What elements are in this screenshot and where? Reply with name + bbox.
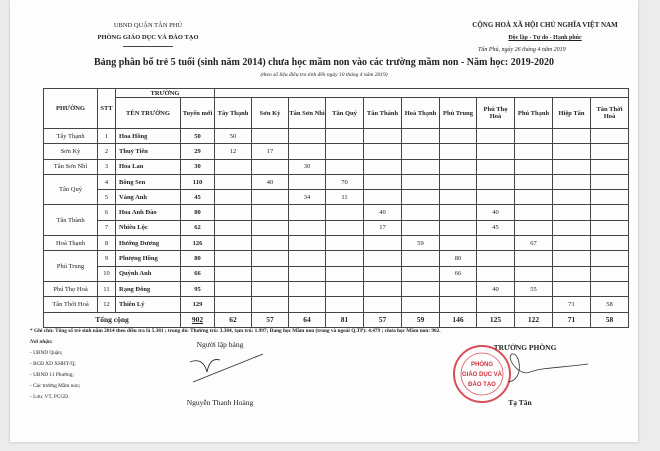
stt-cell: 10 [98,266,116,281]
allocation-cell: 40 [364,205,402,220]
ward-cell: Phú Thọ Hoà [44,281,98,296]
header-col-13: Hiệp Tân [553,98,591,129]
allocation-cell [215,159,252,174]
recipient-item: - UBND Quận; [30,350,63,356]
allocation-cell [326,251,364,266]
header-col-11: Phú Thọ Hoà [477,98,515,129]
header-col-7: Tân Quý [326,98,364,129]
stt-cell: 12 [98,297,116,312]
school-name-cell: Rạng Đông [116,281,181,296]
ward-cell: Tân Thời Hoà [44,297,98,312]
total-cell: 57 [364,312,402,327]
total-cell: 146 [440,312,477,327]
allocation-cell [364,159,402,174]
allocation-cell [477,251,515,266]
school-name-cell: Quỳnh Anh [116,266,181,281]
allocation-cell [289,266,326,281]
allocation-cell [215,190,252,205]
allocation-cell: 34 [289,190,326,205]
allocation-cell: 30 [289,159,326,174]
allocation-cell: 45 [477,220,515,235]
allocation-cell [326,297,364,312]
new-enrollment-cell: 30 [181,159,215,174]
allocation-cell [515,129,553,144]
allocation-cell [440,129,477,144]
allocation-cell [289,251,326,266]
head-name: Tạ Tân [508,398,532,407]
allocation-cell [553,220,591,235]
allocation-cell [515,159,553,174]
allocation-cell: 67 [515,236,553,251]
header-blank [215,89,629,98]
table-row [44,144,629,159]
allocation-cell [402,251,440,266]
total-cell: 57 [252,312,289,327]
total-cell: 58 [591,312,629,327]
allocation-cell [440,297,477,312]
allocation-cell: 40 [477,205,515,220]
allocation-cell [515,205,553,220]
new-enrollment-cell: 80 [181,205,215,220]
allocation-cell [252,236,289,251]
new-enrollment-cell: 66 [181,266,215,281]
svg-text:GIÁO DỤC VÀ: GIÁO DỤC VÀ [461,372,503,378]
allocation-cell [591,281,629,296]
allocation-cell [402,266,440,281]
allocation-cell [289,129,326,144]
allocation-cell [215,220,252,235]
allocation-cell [326,281,364,296]
preparer-name: Nguyễn Thanh Hoàng [186,398,254,407]
allocation-cell [553,190,591,205]
table-row [44,297,629,312]
allocation-cell [364,236,402,251]
total-cell: 122 [515,312,553,327]
allocation-cell: 12 [215,144,252,159]
allocation-cell [515,190,553,205]
allocation-cell [553,266,591,281]
recipients-label: Nơi nhận: [30,339,53,345]
allocation-cell: 40 [252,174,289,189]
divider [123,46,173,47]
stt-cell: 7 [98,220,116,235]
allocation-cell [252,251,289,266]
allocation-cell [326,205,364,220]
allocation-cell [364,190,402,205]
document-date: Tân Phú, ngày 26 tháng 4 năm 2019 [478,47,566,53]
allocation-cell [289,281,326,296]
table-row [44,236,629,251]
table-row [44,220,629,235]
new-enrollment-cell: 80 [181,251,215,266]
allocation-cell: 71 [553,297,591,312]
allocation-cell [215,236,252,251]
allocation-cell [326,266,364,281]
header-col-6: Tân Sơn Nhì [289,98,326,129]
ward-cell: Tân Thành [44,205,98,236]
allocation-cell [402,297,440,312]
allocation-cell [364,251,402,266]
allocation-cell: 17 [364,220,402,235]
allocation-cell [440,205,477,220]
allocation-cell [402,220,440,235]
allocation-cell [215,266,252,281]
preparer-title: Người lập bảng [196,340,244,349]
table-row [44,266,629,281]
allocation-cell [591,144,629,159]
recipient-item: - BCĐ XD XHHT/Q; [30,361,76,367]
ward-cell: Tân Quý [44,174,98,205]
allocation-cell [215,251,252,266]
school-name-cell: Bông Sen [116,174,181,189]
allocation-cell [252,220,289,235]
allocation-cell [215,281,252,296]
new-enrollment-cell: 62 [181,220,215,235]
stt-cell: 5 [98,190,116,205]
allocation-cell [591,159,629,174]
allocation-cell [477,144,515,159]
footnote: * Ghi chú: Tổng số trẻ sinh năm 2014 theo điều tra là 5.381 ; trong đó: Thường trú: 3.384, tạm trú: 1.997; Đang học Mầm non (trong và ngoài Q.TP): 4.479 ; chưa học Mầm non: 902. [30,328,441,334]
total-row [44,312,629,327]
table-row [44,190,629,205]
total-label: Tổng cộng [44,312,181,327]
allocation-cell [553,174,591,189]
ward-cell: Tây Thạnh [44,129,98,144]
allocation-cell [515,144,553,159]
header-ward: PHƯỜNG [44,89,98,129]
allocation-cell [553,251,591,266]
recipient-item: - Các trường Mầm non; [30,383,81,389]
allocation-cell [326,129,364,144]
allocation-cell [289,144,326,159]
stt-cell: 11 [98,281,116,296]
header-col-8: Tân Thành [364,98,402,129]
header-col-2: TÊN TRƯỜNG [116,98,181,129]
new-enrollment-cell: 129 [181,297,215,312]
header-col-9: Hoà Thạnh [402,98,440,129]
stt-cell: 3 [98,159,116,174]
total-cell: 64 [289,312,326,327]
allocation-cell [477,266,515,281]
stt-cell: 8 [98,236,116,251]
allocation-cell [252,205,289,220]
allocation-cell [477,174,515,189]
country-name: CỘNG HOÀ XÃ HỘI CHỦ NGHĨA VIỆT NAM [472,21,618,29]
allocation-cell [364,266,402,281]
header-col-10: Phú Trung [440,98,477,129]
allocation-cell [553,281,591,296]
stt-cell: 6 [98,205,116,220]
allocation-cell [252,281,289,296]
svg-text:PHÒNG: PHÒNG [470,362,494,368]
document-title: Bảng phân bổ trẻ 5 tuổi (sinh năm 2014) chưa học mầm non vào các trường mầm non - Năm học: 2019-2020 [93,57,555,68]
allocation-cell [591,205,629,220]
allocation-cell [326,144,364,159]
allocation-cell [364,144,402,159]
allocation-cell [553,205,591,220]
allocation-cell [289,297,326,312]
allocation-cell [515,174,553,189]
school-name-cell: Hoa Anh Đào [116,205,181,220]
recipient-item: - UBND 11 Phường; [30,372,74,378]
allocation-cell [477,236,515,251]
allocation-cell [591,266,629,281]
allocation-table [43,88,629,328]
total-cell: 59 [402,312,440,327]
allocation-cell [591,174,629,189]
allocation-cell: 66 [440,266,477,281]
allocation-cell [364,174,402,189]
table-row [44,129,629,144]
allocation-cell [402,281,440,296]
allocation-cell [364,129,402,144]
stt-cell: 4 [98,174,116,189]
new-enrollment-cell: 95 [181,281,215,296]
school-name-cell: Vàng Anh [116,190,181,205]
allocation-cell [252,190,289,205]
allocation-cell [402,129,440,144]
new-enrollment-cell: 50 [181,129,215,144]
ward-cell: Phú Trung [44,251,98,282]
recipient-item: - Lưu: VT, PCGD. [30,394,70,400]
allocation-cell [289,205,326,220]
school-name-cell: Phượng Hồng [116,251,181,266]
school-name-cell: Thuỷ Tiên [116,144,181,159]
stt-cell: 1 [98,129,116,144]
total-cell: 62 [215,312,252,327]
allocation-cell [515,220,553,235]
head-title: TRƯỞNG PHÒNG [493,343,557,352]
svg-text:ĐÀO TẠO: ĐÀO TẠO [468,382,496,388]
allocation-cell [252,266,289,281]
ward-cell: Tân Sơn Nhì [44,159,98,174]
allocation-cell: 59 [402,236,440,251]
allocation-cell [553,159,591,174]
allocation-cell [326,236,364,251]
school-name-cell: Thiên Lý [116,297,181,312]
allocation-cell [402,174,440,189]
allocation-cell [440,190,477,205]
allocation-cell [289,174,326,189]
recipients-list [30,337,80,403]
total-cell: 81 [326,312,364,327]
allocation-cell [477,129,515,144]
table-row [44,174,629,189]
allocation-cell [326,159,364,174]
allocation-cell: 50 [215,129,252,144]
allocation-cell [591,251,629,266]
allocation-cell: 70 [326,174,364,189]
allocation-cell [477,190,515,205]
allocation-cell [252,159,289,174]
allocation-cell: 55 [515,281,553,296]
header-col-12: Phú Thạnh [515,98,553,129]
allocation-cell [477,297,515,312]
school-name-cell: Nhiêu Lộc [116,220,181,235]
school-name-cell: Hoa Hồng [116,129,181,144]
allocation-cell [402,159,440,174]
allocation-cell: 40 [477,281,515,296]
allocation-cell [591,129,629,144]
stt-cell: 2 [98,144,116,159]
allocation-cell [553,144,591,159]
allocation-cell [289,236,326,251]
new-enrollment-cell: 45 [181,190,215,205]
agency-name: UBND QUẬN TÂN PHÚ [113,22,183,29]
allocation-cell [364,297,402,312]
table-row [44,281,629,296]
allocation-cell [402,144,440,159]
allocation-cell [440,144,477,159]
allocation-cell: 11 [326,190,364,205]
total-cell: 902 [181,312,215,327]
allocation-cell: 17 [252,144,289,159]
header-col-5: Sơn Kỳ [252,98,289,129]
header-col-14: Tân Thời Hoà [591,98,629,129]
allocation-cell [591,236,629,251]
document-page [10,0,638,442]
new-enrollment-cell: 29 [181,144,215,159]
allocation-cell [215,297,252,312]
header-col-3: Tuyển mới [181,98,215,129]
document-subtitle: (theo số liệu điều tra tính đến ngày 10 tháng 4 năm 2019) [260,72,388,78]
allocation-cell [440,281,477,296]
total-cell: 71 [553,312,591,327]
new-enrollment-cell: 110 [181,174,215,189]
ward-cell: Sơn Kỳ [44,144,98,159]
table-row [44,159,629,174]
allocation-cell [402,205,440,220]
allocation-cell [515,297,553,312]
total-cell: 125 [477,312,515,327]
table-row [44,251,629,266]
allocation-cell [252,129,289,144]
motto: Độc lập - Tự do - Hạnh phúc [508,35,582,41]
department-name: PHÒNG GIÁO DỤC VÀ ĐÀO TẠO [97,34,199,41]
allocation-cell [440,220,477,235]
header-stt: STT [98,89,116,129]
allocation-cell: 80 [440,251,477,266]
school-name-cell: Hướng Dương [116,236,181,251]
allocation-cell [553,236,591,251]
allocation-cell [440,174,477,189]
allocation-cell [215,205,252,220]
table-row [44,205,629,220]
allocation-cell [364,281,402,296]
allocation-cell [477,159,515,174]
allocation-cell [440,159,477,174]
ward-cell: Hoà Thạnh [44,236,98,251]
allocation-cell: 58 [591,297,629,312]
allocation-cell [326,220,364,235]
new-enrollment-cell: 126 [181,236,215,251]
allocation-cell [591,190,629,205]
header-col-4: Tây Thạnh [215,98,252,129]
allocation-cell [215,174,252,189]
school-name-cell: Hoa Lan [116,159,181,174]
allocation-cell [515,266,553,281]
allocation-cell [252,297,289,312]
allocation-cell [553,129,591,144]
allocation-cell [402,190,440,205]
allocation-cell [289,220,326,235]
header-school-group: TRƯỜNG [116,89,215,98]
allocation-cell [515,251,553,266]
allocation-cell [440,236,477,251]
allocation-cell [591,220,629,235]
stt-cell: 9 [98,251,116,266]
preparer-signature [185,350,265,390]
